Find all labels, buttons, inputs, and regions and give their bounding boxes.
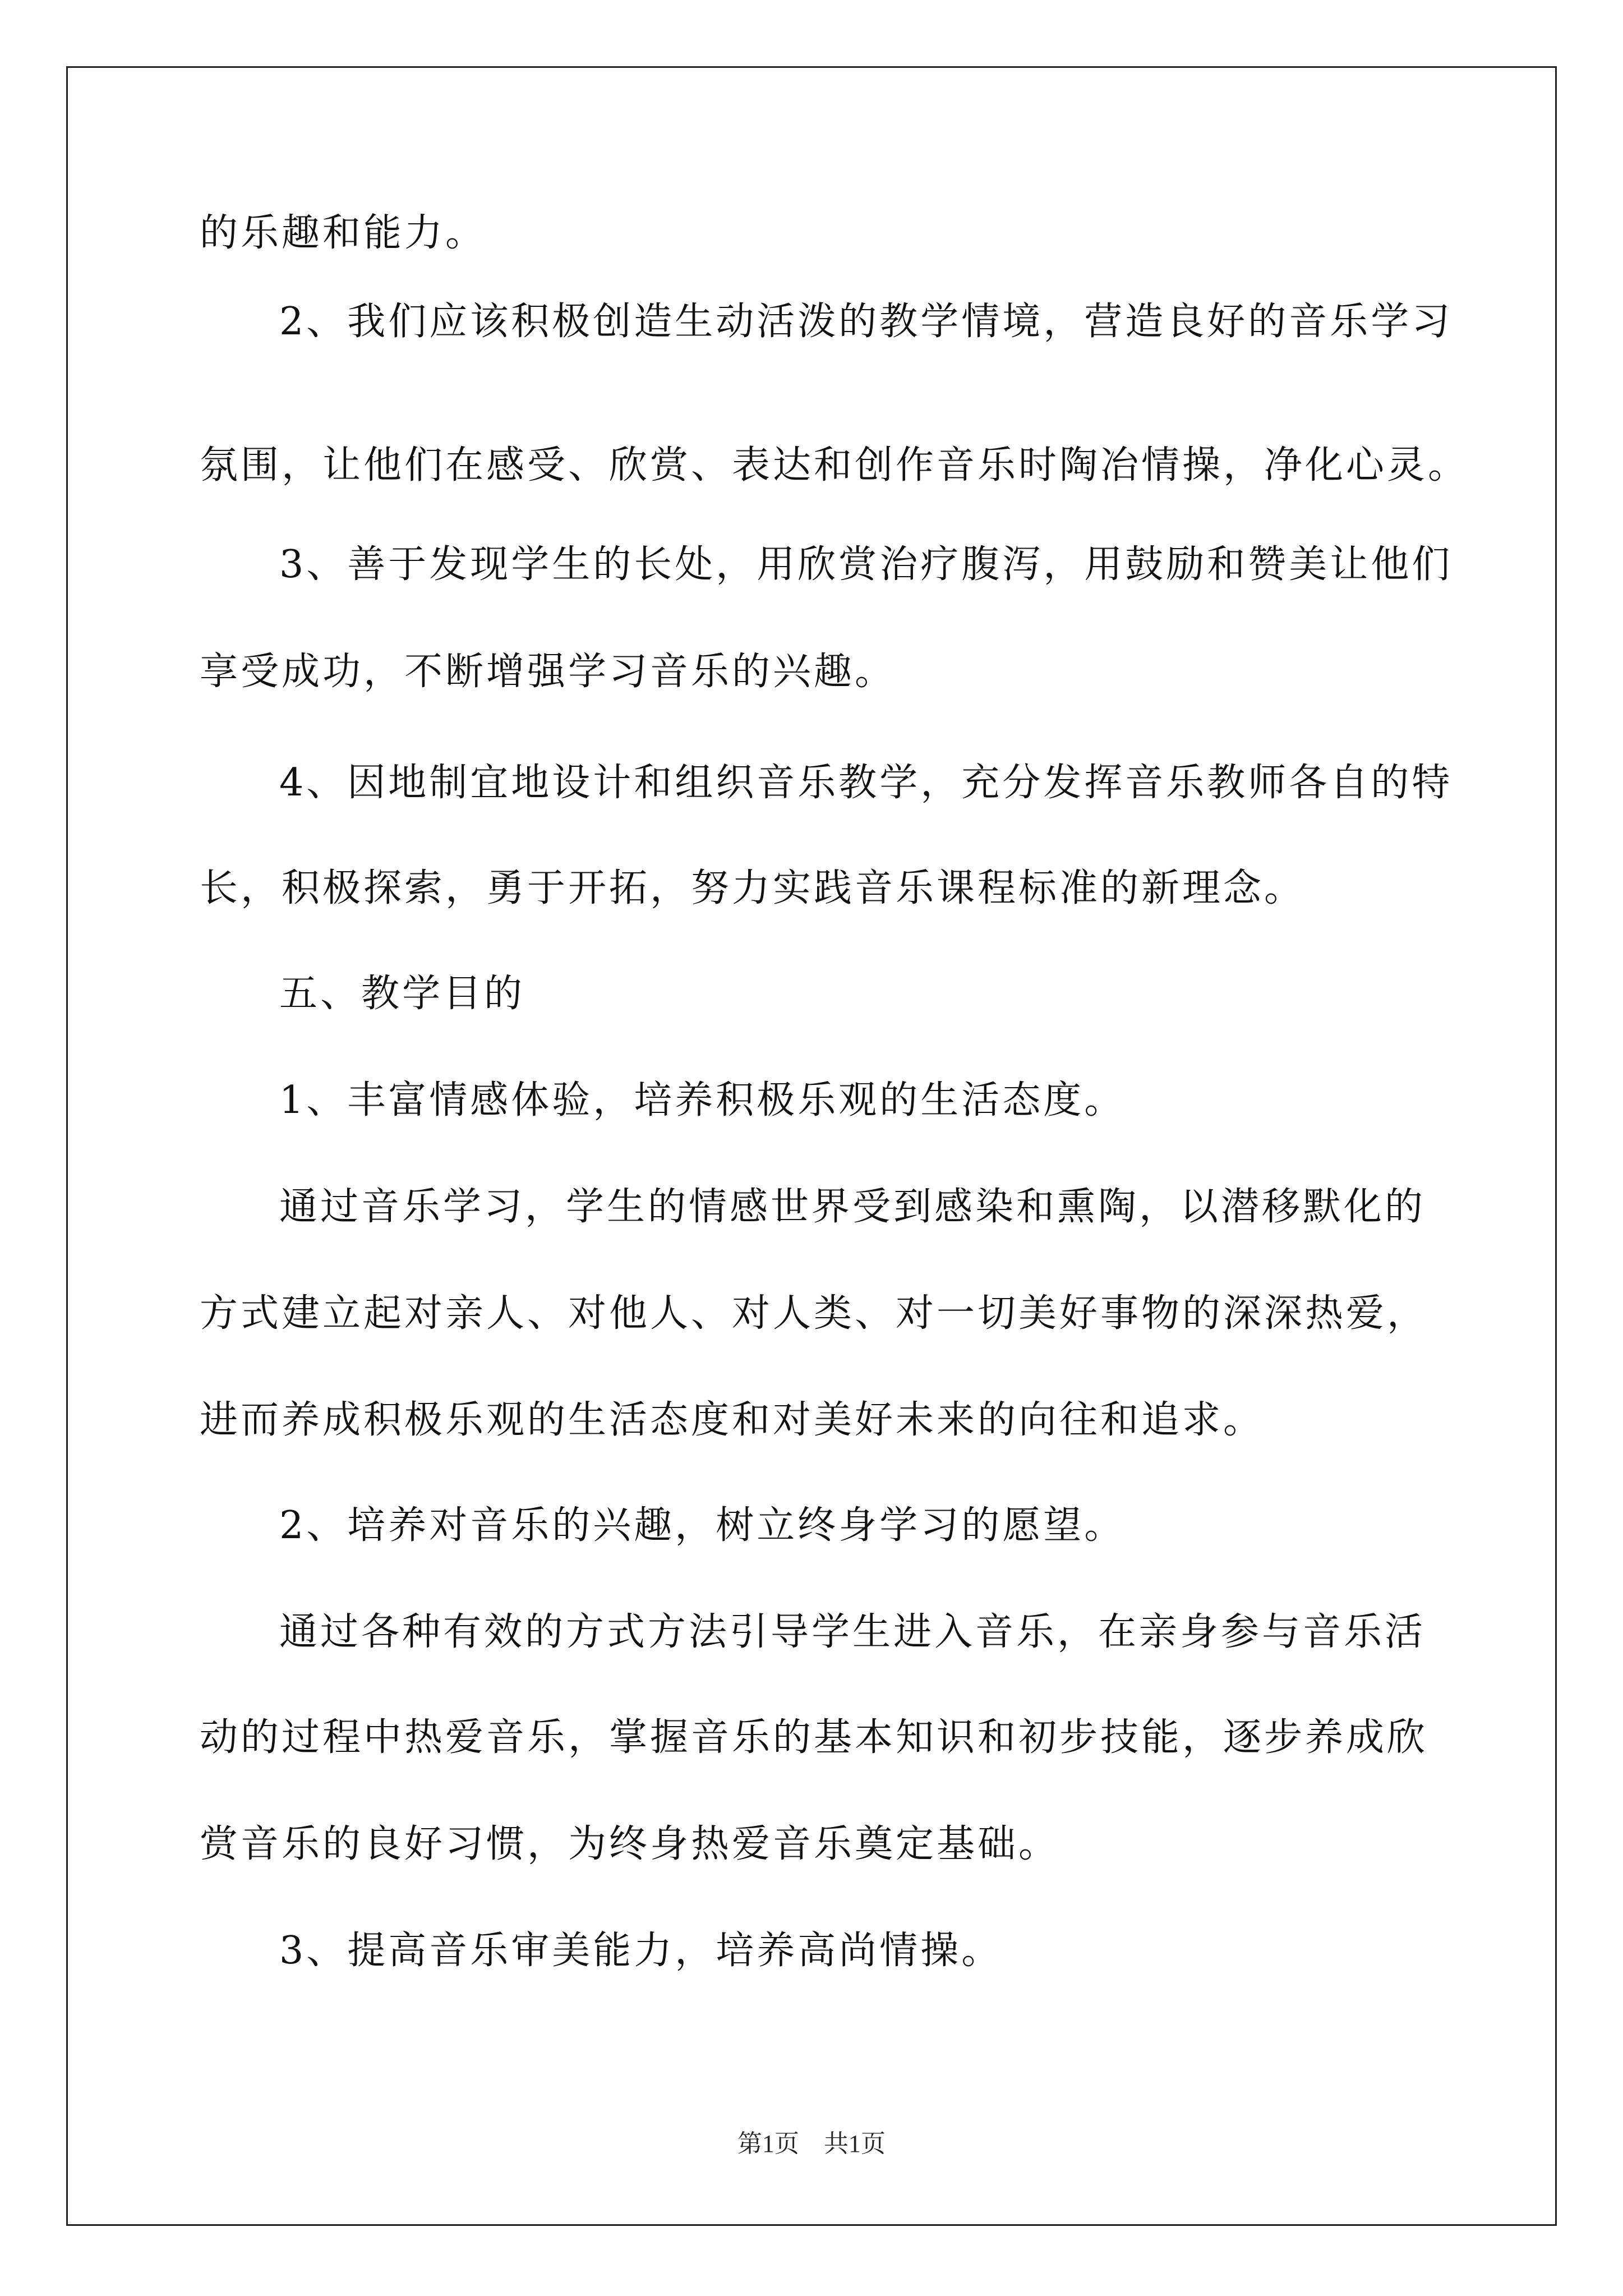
- text-line: 享受成功，不断增强学习音乐的兴趣。: [200, 650, 896, 694]
- text-line: 赏音乐的良好习惯，为终身热爱音乐奠定基础。: [200, 1822, 1060, 1866]
- text-line: 4、因地制宜地设计和组织音乐教学，充分发挥音乐教师各自的特: [279, 761, 1453, 805]
- text-line: 1、丰富情感体验，培养积极乐观的生活态度。: [279, 1078, 1126, 1122]
- page-number: 第1页 共1页: [737, 2130, 886, 2157]
- text-line: 方式建立起对亲人、对他人、对人类、对一切美好事物的深深热爱，: [200, 1291, 1428, 1336]
- text-line: 的乐趣和能力。: [200, 211, 487, 255]
- section-heading: 五、教学目的: [279, 972, 525, 1016]
- text-line: 3、提高音乐审美能力，培养高尚情操。: [279, 1929, 1003, 1973]
- text-line: 通过音乐学习，学生的情感世界受到感染和熏陶，以潜移默化的: [279, 1185, 1426, 1229]
- text-line: 进而养成积极乐观的生活态度和对美好未来的向往和追求。: [200, 1398, 1265, 1442]
- page-border: [66, 66, 1557, 2226]
- text-line: 长，积极探索，勇于开拓，努力实践音乐课程标准的新理念。: [200, 866, 1306, 910]
- text-line: 2、我们应该积极创造生动活泼的教学情境，营造良好的音乐学习: [279, 300, 1453, 344]
- text-line: 动的过程中热爱音乐，掌握音乐的基本知识和初步技能，逐步养成欣: [200, 1715, 1428, 1760]
- text-line: 氛围，让他们在感受、欣赏、表达和创作音乐时陶冶情操，净化心灵。: [200, 443, 1469, 487]
- text-line: 3、善于发现学生的长处，用欣赏治疗腹泻，用鼓励和赞美让他们: [279, 542, 1453, 587]
- text-line: 通过各种有效的方式方法引导学生进入音乐，在亲身参与音乐活: [279, 1610, 1426, 1654]
- text-line: 2、培养对音乐的兴趣，树立终身学习的愿望。: [279, 1503, 1126, 1548]
